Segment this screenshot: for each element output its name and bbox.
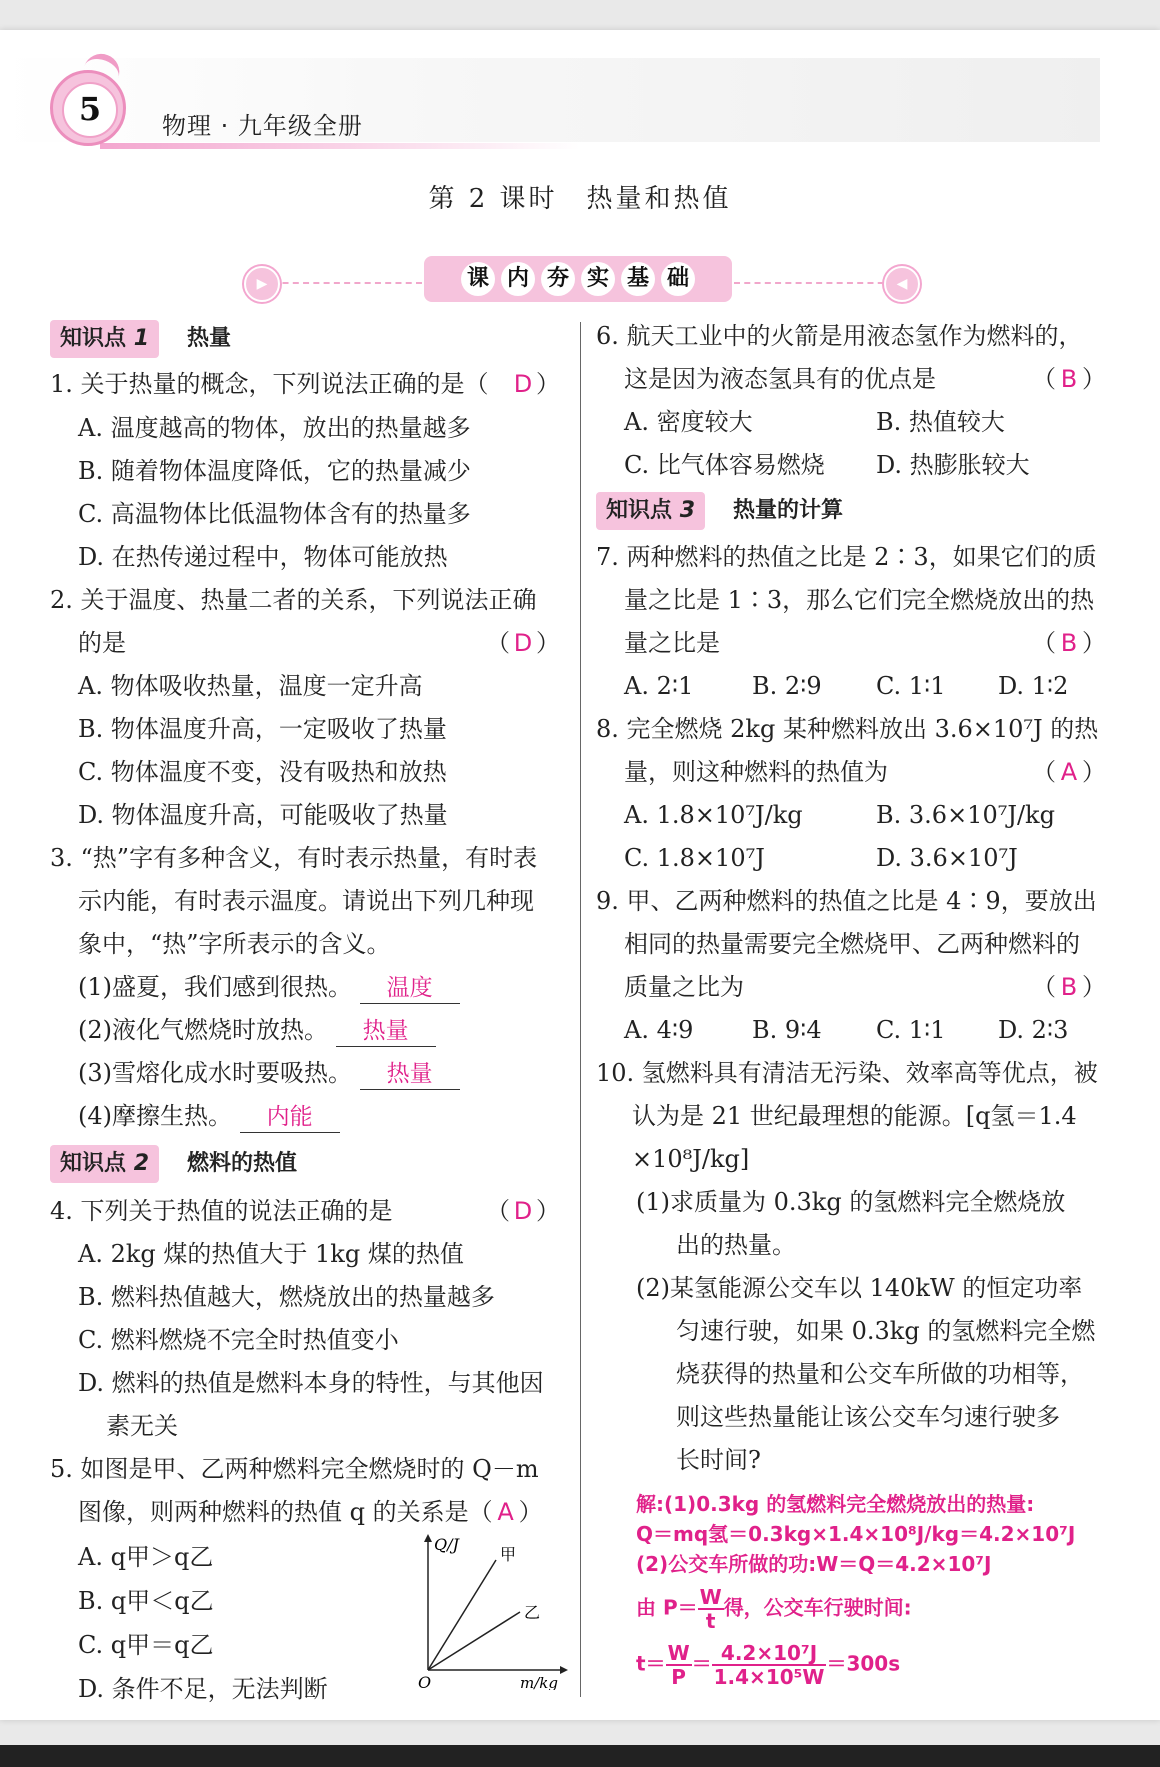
q2-answer: （ D ）	[486, 629, 560, 657]
kp-title: 热量	[187, 326, 232, 351]
solution-line: t＝ $\frac{W}{P}$ ＝ $\frac{\text{4.2×10⁷J}}{\text{1.4×10⁵W}}$ ＝300s	[636, 1641, 901, 1689]
bottom-bar	[0, 1745, 1160, 1767]
q9-stem: 质量之比为	[624, 973, 744, 1001]
q6-stem: 这是因为液态氢具有的优点是	[624, 365, 936, 393]
q9-answer: （ B ）	[1032, 973, 1106, 1001]
q5-option: B. q甲＜q乙	[78, 1587, 214, 1615]
fraction: $\frac{\text{4.2×10⁷J}}{\text{1.4×10⁵W}}$	[713, 1641, 825, 1689]
banner-char: 课	[461, 262, 495, 296]
banner-char: 夯	[541, 262, 575, 296]
q9-option: A. 4∶9	[624, 1016, 694, 1044]
q10-stem: ×10⁸J/kg]	[632, 1145, 750, 1173]
q3-stem: 象中，“热”字所表示的含义。	[78, 930, 391, 958]
q3-stem: 3. “热”字有多种含义，有时表示热量，有时表	[50, 844, 538, 872]
knowledge-point-1	[50, 320, 231, 358]
line-jia	[428, 1560, 496, 1670]
kp-title: 燃料的热值	[187, 1151, 298, 1176]
q-m-graph	[410, 1530, 570, 1690]
q4-answer: （ D ）	[486, 1197, 560, 1225]
q8-stem: 8. 完全燃烧 2kg 某种燃料放出 3.6×10⁷J 的热	[596, 715, 1099, 743]
solution-line: Q＝mq氢＝0.3kg×1.4×10⁸J/kg＝4.2×10⁷J	[636, 1522, 1076, 1546]
q6-option: D. 热膨胀较大	[876, 451, 1030, 479]
q7-stem: 量之比是	[624, 629, 720, 657]
solution-line: 由 P＝ $\frac{W}{t}$ 得，公交车行驶时间:	[636, 1585, 912, 1633]
q2-option: B. 物体温度升高，一定吸收了热量	[78, 715, 447, 743]
q6-stem: 6. 航天工业中的火箭是用液态氢作为燃料的，	[596, 322, 1083, 350]
knowledge-point-3	[596, 492, 843, 530]
q7-option: D. 1∶2	[998, 672, 1069, 700]
q3-blank: 热量	[336, 1016, 436, 1047]
book-title: 物理 · 九年级全册	[162, 112, 363, 140]
q3-item: (2)液化气燃烧时放热。 热量	[78, 1014, 436, 1047]
y-axis-arrow	[424, 1534, 432, 1542]
banner-char: 础	[661, 262, 695, 296]
kp-tag: 知识点 3	[596, 492, 705, 530]
q7-option: A. 2∶1	[624, 672, 694, 700]
q1-answer: D ）	[513, 370, 560, 398]
q10-stem: 认为是 21 世纪最理想的能源。[q氢＝1.4	[632, 1102, 1077, 1130]
line-yi	[428, 1612, 520, 1670]
lesson-title: 第 2 课时 热量和热值	[428, 184, 732, 214]
q10-stem: 10. 氢燃料具有清洁无污染、效率高等优点，被	[596, 1059, 1098, 1087]
q10-part1: 出的热量。	[676, 1231, 796, 1259]
column-divider	[580, 322, 581, 1697]
q8-option: B. 3.6×10⁷J/kg	[876, 801, 1055, 829]
q5-option: C. q甲＝q乙	[78, 1631, 214, 1659]
banner-char: 基	[621, 262, 655, 296]
q7-option: C. 1∶1	[876, 672, 946, 700]
x-axis-arrow	[560, 1666, 568, 1674]
q6-answer: （ B ）	[1032, 365, 1106, 393]
q2-option: A. 物体吸收热量，温度一定升高	[78, 672, 423, 700]
q6-option: C. 比气体容易燃烧	[624, 451, 825, 479]
q8-answer: （ A ）	[1032, 758, 1106, 786]
q2-stem: 的是	[78, 629, 126, 657]
q10-part2: (2)某氢能源公交车以 140kW 的恒定功率	[636, 1274, 1083, 1302]
page-number-badge	[50, 70, 126, 146]
fraction: $\frac{W}{t}$	[699, 1585, 722, 1633]
q9-stem: 9. 甲、乙两种燃料的热值之比是 4∶9，要放出	[596, 887, 1097, 915]
banner-dashed-left	[262, 282, 422, 284]
origin-label: O	[418, 1673, 432, 1690]
q3-blank: 温度	[360, 973, 460, 1004]
solution-line: 解:(1)0.3kg 的氢燃料完全燃烧放出的热量:	[636, 1492, 1035, 1516]
q4-option: D. 燃料的热值是燃料本身的特性，与其他因	[78, 1369, 544, 1397]
q9-option: B. 9∶4	[752, 1016, 822, 1044]
kp-tag: 知识点 1	[50, 320, 159, 358]
q10-part2: 则这些热量能让该公交车匀速行驶多	[676, 1403, 1060, 1431]
q1-option: A. 温度越高的物体，放出的热量越多	[78, 414, 471, 442]
y-axis-label: Q/J	[434, 1535, 459, 1554]
q5-stem: 5. 如图是甲、乙两种燃料完全燃烧时的 Q－m	[50, 1455, 539, 1483]
q3-item: (4)摩擦生热。 内能	[78, 1100, 340, 1133]
q4-option: B. 燃料热值越大，燃烧放出的热量越多	[78, 1283, 495, 1311]
line-jia-label: 甲	[500, 1545, 517, 1564]
q7-stem: 7. 两种燃料的热值之比是 2∶3，如果它们的质	[596, 543, 1097, 571]
kp-title: 热量的计算	[733, 498, 844, 523]
q10-part2: 匀速行驶，如果 0.3kg 的氢燃料完全燃	[676, 1317, 1096, 1345]
q3-blank: 内能	[240, 1102, 340, 1133]
section-banner	[424, 256, 732, 302]
x-axis-label: m/kg	[520, 1674, 558, 1690]
q3-item: (3)雪熔化成水时要吸热。 热量	[78, 1057, 460, 1090]
q3-stem: 示内能，有时表示温度。请说出下列几种现	[78, 887, 534, 915]
q5-stem: 图像，则两种燃料的热值 q 的关系是（ A ）	[78, 1498, 543, 1526]
q10-part2: 长时间?	[676, 1446, 761, 1474]
banner-dashed-right	[734, 282, 894, 284]
kp-tag: 知识点 2	[50, 1145, 159, 1183]
q2-option: D. 物体温度升高，可能吸收了热量	[78, 801, 448, 829]
fraction: $\frac{W}{P}$	[667, 1641, 690, 1689]
q4-stem: 4. 下列关于热值的说法正确的是	[50, 1197, 393, 1225]
line-yi-label: 乙	[524, 1603, 541, 1622]
q3-item: (1)盛夏，我们感到很热。 温度	[78, 971, 460, 1004]
q4-option: C. 燃料燃烧不完全时热值变小	[78, 1326, 399, 1354]
q7-stem: 量之比是 1∶3，那么它们完全燃烧放出的热	[624, 586, 1095, 614]
q8-option: A. 1.8×10⁷J/kg	[624, 801, 803, 829]
q2-stem: 2. 关于温度、热量二者的关系，下列说法正确	[50, 586, 537, 614]
q9-option: C. 1∶1	[876, 1016, 946, 1044]
header-accent-line	[100, 143, 580, 149]
q9-stem: 相同的热量需要完全燃烧甲、乙两种燃料的	[624, 930, 1080, 958]
q10-part2: 烧获得的热量和公交车所做的功相等，	[676, 1360, 1084, 1388]
page-number: 5	[62, 82, 118, 138]
q6-option: A. 密度较大	[624, 408, 753, 436]
q4-option-cont: 素无关	[106, 1412, 178, 1440]
q5-option: D. 条件不足，无法判断	[78, 1675, 328, 1703]
q1-stem: 1. 关于热量的概念，下列说法正确的是（	[50, 370, 489, 398]
banner-char: 实	[581, 262, 615, 296]
q8-option: D. 3.6×10⁷J	[876, 844, 1018, 872]
banner-back-icon: ◀	[884, 266, 920, 302]
q7-answer: （ B ）	[1032, 629, 1106, 657]
q8-stem: 量，则这种燃料的热值为	[624, 758, 888, 786]
knowledge-point-2	[50, 1145, 297, 1183]
q4-option: A. 2kg 煤的热值大于 1kg 煤的热值	[78, 1240, 464, 1268]
q6-option: B. 热值较大	[876, 408, 1005, 436]
banner-play-icon: ▶	[244, 266, 280, 302]
banner-char: 内	[501, 262, 535, 296]
q1-option: D. 在热传递过程中，物体可能放热	[78, 543, 448, 571]
q1-option: B. 随着物体温度降低，它的热量减少	[78, 457, 471, 485]
q7-option: B. 2∶9	[752, 672, 822, 700]
q1-option: C. 高温物体比低温物体含有的热量多	[78, 500, 471, 528]
q10-part1: (1)求质量为 0.3kg 的氢燃料完全燃烧放	[636, 1188, 1066, 1216]
q9-option: D. 2∶3	[998, 1016, 1069, 1044]
solution-line: (2)公交车所做的功:W＝Q＝4.2×10⁷J	[636, 1552, 992, 1576]
q3-blank: 热量	[360, 1059, 460, 1090]
q8-option: C. 1.8×10⁷J	[624, 844, 765, 872]
q2-option: C. 物体温度不变，没有吸热和放热	[78, 758, 447, 786]
q5-option: A. q甲＞q乙	[78, 1543, 214, 1571]
